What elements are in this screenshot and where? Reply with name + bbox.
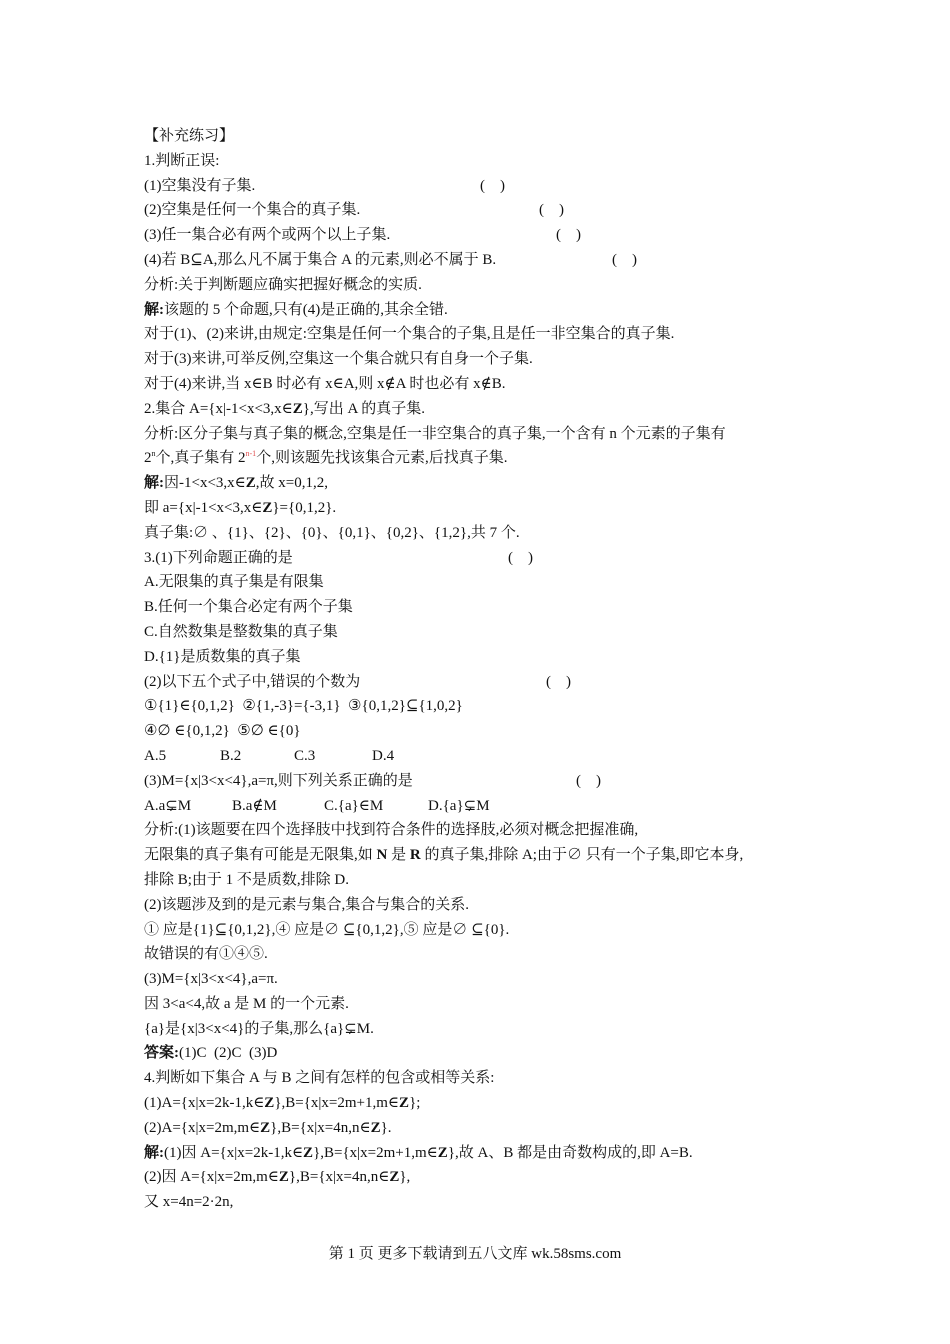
q3-analysis: 排除 B;由于 1 不是质数,排除 D.	[144, 871, 350, 888]
answer-blank: ( )	[508, 549, 533, 566]
q1-item: (1)空集没有子集. ( )	[144, 177, 505, 194]
q3-analysis: 无限集的真子集有可能是无限集,如 N 是 R 的真子集,排除 A;由于∅ 只有一个子集,即它本身,	[144, 847, 744, 864]
q3-analysis: {a}是{x|3<x<4}的子集,那么{a}⊊M.	[144, 1020, 374, 1037]
q3-analysis: ① 应是{1}⊆{0,1,2},④ 应是∅ ⊆{0,1,2},⑤ 应是∅ ⊆{0}.	[144, 921, 510, 938]
q2-analysis-cont: 2$^n$个,真子集有 2$^{n-1}$个,则该题先找该集合元素,后找真子集.	[144, 449, 508, 467]
q3-formulas: ①{1}∈{0,1,2} ②{1,-3}={-3,1} ③{0,1,2}⊆{1,0,2}	[144, 698, 463, 715]
q1-item: (3)任一集合必有两个或两个以上子集. ( )	[144, 227, 581, 244]
q3-part3: (3)M={x|3<x<4},a=π,则下列关系正确的是 ( )	[144, 772, 601, 789]
q1-solution-line: 对于(3)来讲,可举反例,空集这一个集合就只有自身一个子集.	[144, 351, 533, 368]
answer-blank: ( )	[612, 251, 637, 268]
q3-options-row: A.a⊊M B.a∉M C.{a}∈M D.{a}⊊M	[144, 797, 490, 814]
q3-answer: 答案:(1)C (2)C (3)D	[144, 1045, 278, 1062]
document-body	[144, 124, 824, 1215]
q3-options-row: A.5 B.2 C.3 D.4	[144, 747, 395, 764]
q4-solution: 解:(1)因 A={x|x=2k-1,k∈Z},B={x|x=2m+1,m∈Z},故 A、B 都是由奇数构成的,即 A=B.	[144, 1144, 693, 1161]
q3-formulas: ④∅ ∈{0,1,2} ⑤∅ ∈{0}	[144, 723, 301, 740]
page-footer: 第 1 页 更多下载请到五八文库 wk.58sms.com	[328, 1246, 622, 1262]
answer-blank: ( )	[556, 227, 581, 244]
q1-solution-line: 对于(1)、(2)来讲,由规定:空集是任何一个集合的子集,且是任一非空集合的真子集.	[144, 326, 675, 343]
q3-analysis: (3)M={x|3<x<4},a=π.	[144, 971, 278, 988]
q4-item: (1)A={x|x=2k-1,k∈Z},B={x|x=2m+1,m∈Z};	[144, 1095, 421, 1112]
q1-solution-line: 对于(4)来讲,当 x∈B 时必有 x∈A,则 x∉A 时也必有 x∉B.	[144, 375, 506, 392]
q1-solution: 解:该题的 5 个命题,只有(4)是正确的,其余全错.	[144, 301, 448, 318]
q1-item: (2)空集是任何一个集合的真子集. ( )	[144, 202, 564, 219]
answer-blank: ( )	[576, 772, 601, 789]
q3-part2: (2)以下五个式子中,错误的个数为 ( )	[144, 673, 571, 690]
q3-option: A.无限集的真子集是有限集	[144, 574, 324, 591]
q2-solution: 解:因-1<x<3,x∈Z,故 x=0,1,2,	[144, 475, 329, 492]
q3-analysis: 分析:(1)该题要在四个选择肢中找到符合条件的选择肢,必须对概念把握准确,	[144, 822, 639, 839]
q2-solution-line: 即 a={x|-1<x<3,x∈Z}={0,1,2}.	[144, 499, 337, 516]
q1-item: (4)若 B⊆A,那么凡不属于集合 A 的元素,则必不属于 B. ( )	[144, 251, 637, 268]
section-title: 【补充练习】	[144, 128, 235, 144]
q2-solution-line: 真子集:∅ 、{1}、{2}、{0}、{0,1}、{0,2}、{1,2},共 7 个.	[144, 524, 520, 541]
answer-blank: ( )	[480, 177, 505, 194]
q3-analysis: 故错误的有①④⑤.	[144, 946, 268, 963]
q4-solution-line: 又 x=4n=2·2n,	[144, 1194, 234, 1211]
q3-option: C.自然数集是整数集的真子集	[144, 623, 338, 640]
q3-analysis: 因 3<a<4,故 a 是 M 的一个元素.	[144, 995, 349, 1012]
q3-option: B.任何一个集合必定有两个子集	[144, 599, 353, 616]
q2-analysis: 分析:区分子集与真子集的概念,空集是任一非空集合的真子集,一个含有 n 个元素的子集有	[144, 425, 726, 442]
q1-analysis: 分析:关于判断题应确实把握好概念的实质.	[144, 276, 422, 293]
q4-stem: 4.判断如下集合 A 与 B 之间有怎样的包含或相等关系:	[144, 1070, 495, 1087]
q4-item: (2)A={x|x=2m,m∈Z},B={x|x=4n,n∈Z}.	[144, 1119, 392, 1136]
q3-option: D.{1}是质数集的真子集	[144, 648, 301, 665]
q2-stem: 2.集合 A={x|-1<x<3,x∈Z},写出 A 的真子集.	[144, 400, 425, 417]
q4-solution-line: (2)因 A={x|x=2m,m∈Z},B={x|x=4n,n∈Z},	[144, 1169, 411, 1186]
answer-blank: ( )	[539, 202, 564, 219]
q3-part1: 3.(1)下列命题正确的是 ( )	[144, 549, 533, 566]
q3-analysis: (2)该题涉及到的是元素与集合,集合与集合的关系.	[144, 896, 469, 913]
q1-stem: 1.判断正误:	[144, 152, 220, 169]
answer-blank: ( )	[546, 673, 571, 690]
